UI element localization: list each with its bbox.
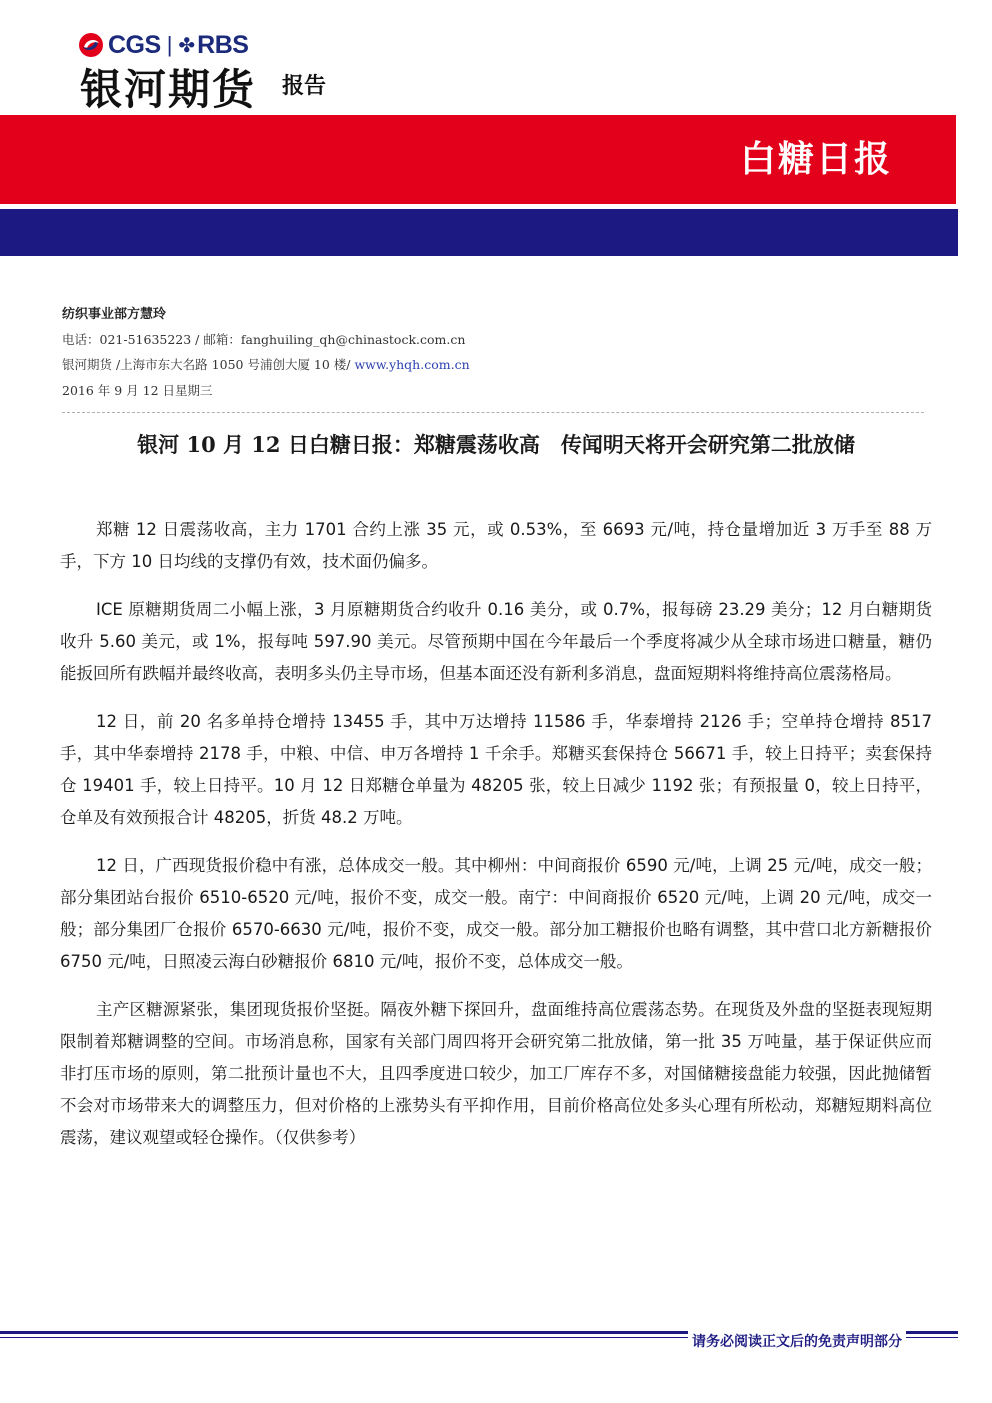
report-label: 报告 — [282, 74, 327, 99]
address-line — [62, 355, 470, 373]
cgs-swirl-icon — [78, 32, 104, 58]
logo-separator: | — [166, 32, 173, 57]
paragraph: 郑糖 12 日震荡收高，主力 1701 合约上涨 35 元，或 0.53%，至 6693 元/吨，持仓量增加近 3 万手至 88 万手，下方 10 日均线的支撑仍有效，技术面仍偏多。 — [60, 520, 932, 571]
paragraph: 12 日，前 20 名多单持仓增持 13455 手，其中万达增持 11586 手，华泰增持 2126 手；空单持仓增持 8517 手，其中华泰增持 2178 手，中粮、中信、申万各增持 1 千余手。郑糖买套保持仓 56671 手，较上日持平；卖套保持仓 19401 手，较上日持平。10 月 12 日郑糖仓单量为 48205 张，较上日减少 1192 张；有预报量 0，较上日持平，仓单及有效预报合计 48205，折货 48.2 万吨。 — [60, 712, 932, 827]
report-date: 2016 年 9 月 12 日星期三 — [62, 383, 213, 398]
website-link[interactable]: www.yhqh.com.cn — [354, 357, 470, 372]
address-text: 银河期货 /上海市东大名路 1050 号浦创大厦 10 楼/ — [62, 357, 355, 372]
logo-rbs-text: RBS — [197, 30, 249, 59]
red-banner — [0, 115, 956, 204]
report-title: 白糖日报 — [739, 139, 892, 180]
paragraph: 12 日，广西现货报价稳中有涨，总体成交一般。其中柳州：中间商报价 6590 元/吨，上调 25 元/吨，成交一般；部分集团站台报价 6510-6520 元/吨，报价不变，成交一般。南宁：中间商报价 6520 元/吨，上调 20 元/吨，成交一般；部分集团厂仓报价 6570-6630 元/吨，报价不变，成交一般。部分加工糖报价也略有调整，其中营口北方新糖报价 6750 元/吨，日照凌云海白砂糖报价 6810 元/吨，报价不变，总体成交一般。 — [60, 856, 932, 971]
rbs-star-icon: ✤ — [178, 33, 196, 57]
contact-line: 电话：021-51635223 / 邮箱：fanghuiling_qh@chinastock.com.cn — [62, 332, 466, 347]
article-headline: 银河 10 月 12 日白糖日报：郑糖震荡收高 传闻明天将开会研究第二批放储 — [137, 432, 855, 457]
blue-banner — [0, 209, 958, 256]
logo-chinese-name: 银河期货 — [80, 65, 257, 114]
disclaimer-note: 请务必阅读正文后的免责声明部分 — [688, 1331, 906, 1353]
paragraph: 主产区糖源紧张，集团现货报价坚挺。隔夜外糖下探回升，盘面维持高位震荡态势。在现货及外盘的坚挺表现短期限制着郑糖调整的空间。市场消息称，国家有关部门周四将开会研究第二批放储，第一批 35 万吨量，基于保证供应而非打压市场的原则，第二批预计量也不大，且四季度进口较少，加工厂库存不多，对国储糖接盘能力较强，因此抛储暂不会对市场带来大的调整压力，但对价格的上涨势头有平抑作用，目前价格高位处多头心理有所松动，郑糖短期料高位震荡，建议观望或轻仓操作。（仅供参考） — [60, 1000, 932, 1147]
company-logo — [78, 30, 248, 60]
logo-cgs-text: CGS — [108, 30, 161, 59]
paragraph: ICE 原糖期货周二小幅上涨，3 月原糖期货合约收升 0.16 美分，或 0.7%，报每磅 23.29 美分；12 月白糖期货收升 5.60 美元，或 1%，报每吨 597.90 美元。尽管预期中国在今年最后一个季度将减少从全球市场进口糖量，糖仍能扳回所有跌幅并最终收高，表明多头仍主导市场，但基本面还没有新利多消息，盘面短期料将维持高位震荡格局。 — [60, 600, 932, 683]
divider — [62, 412, 924, 413]
article-body — [60, 514, 932, 1170]
author-line: 纺织事业部方慧玲 — [62, 307, 167, 322]
